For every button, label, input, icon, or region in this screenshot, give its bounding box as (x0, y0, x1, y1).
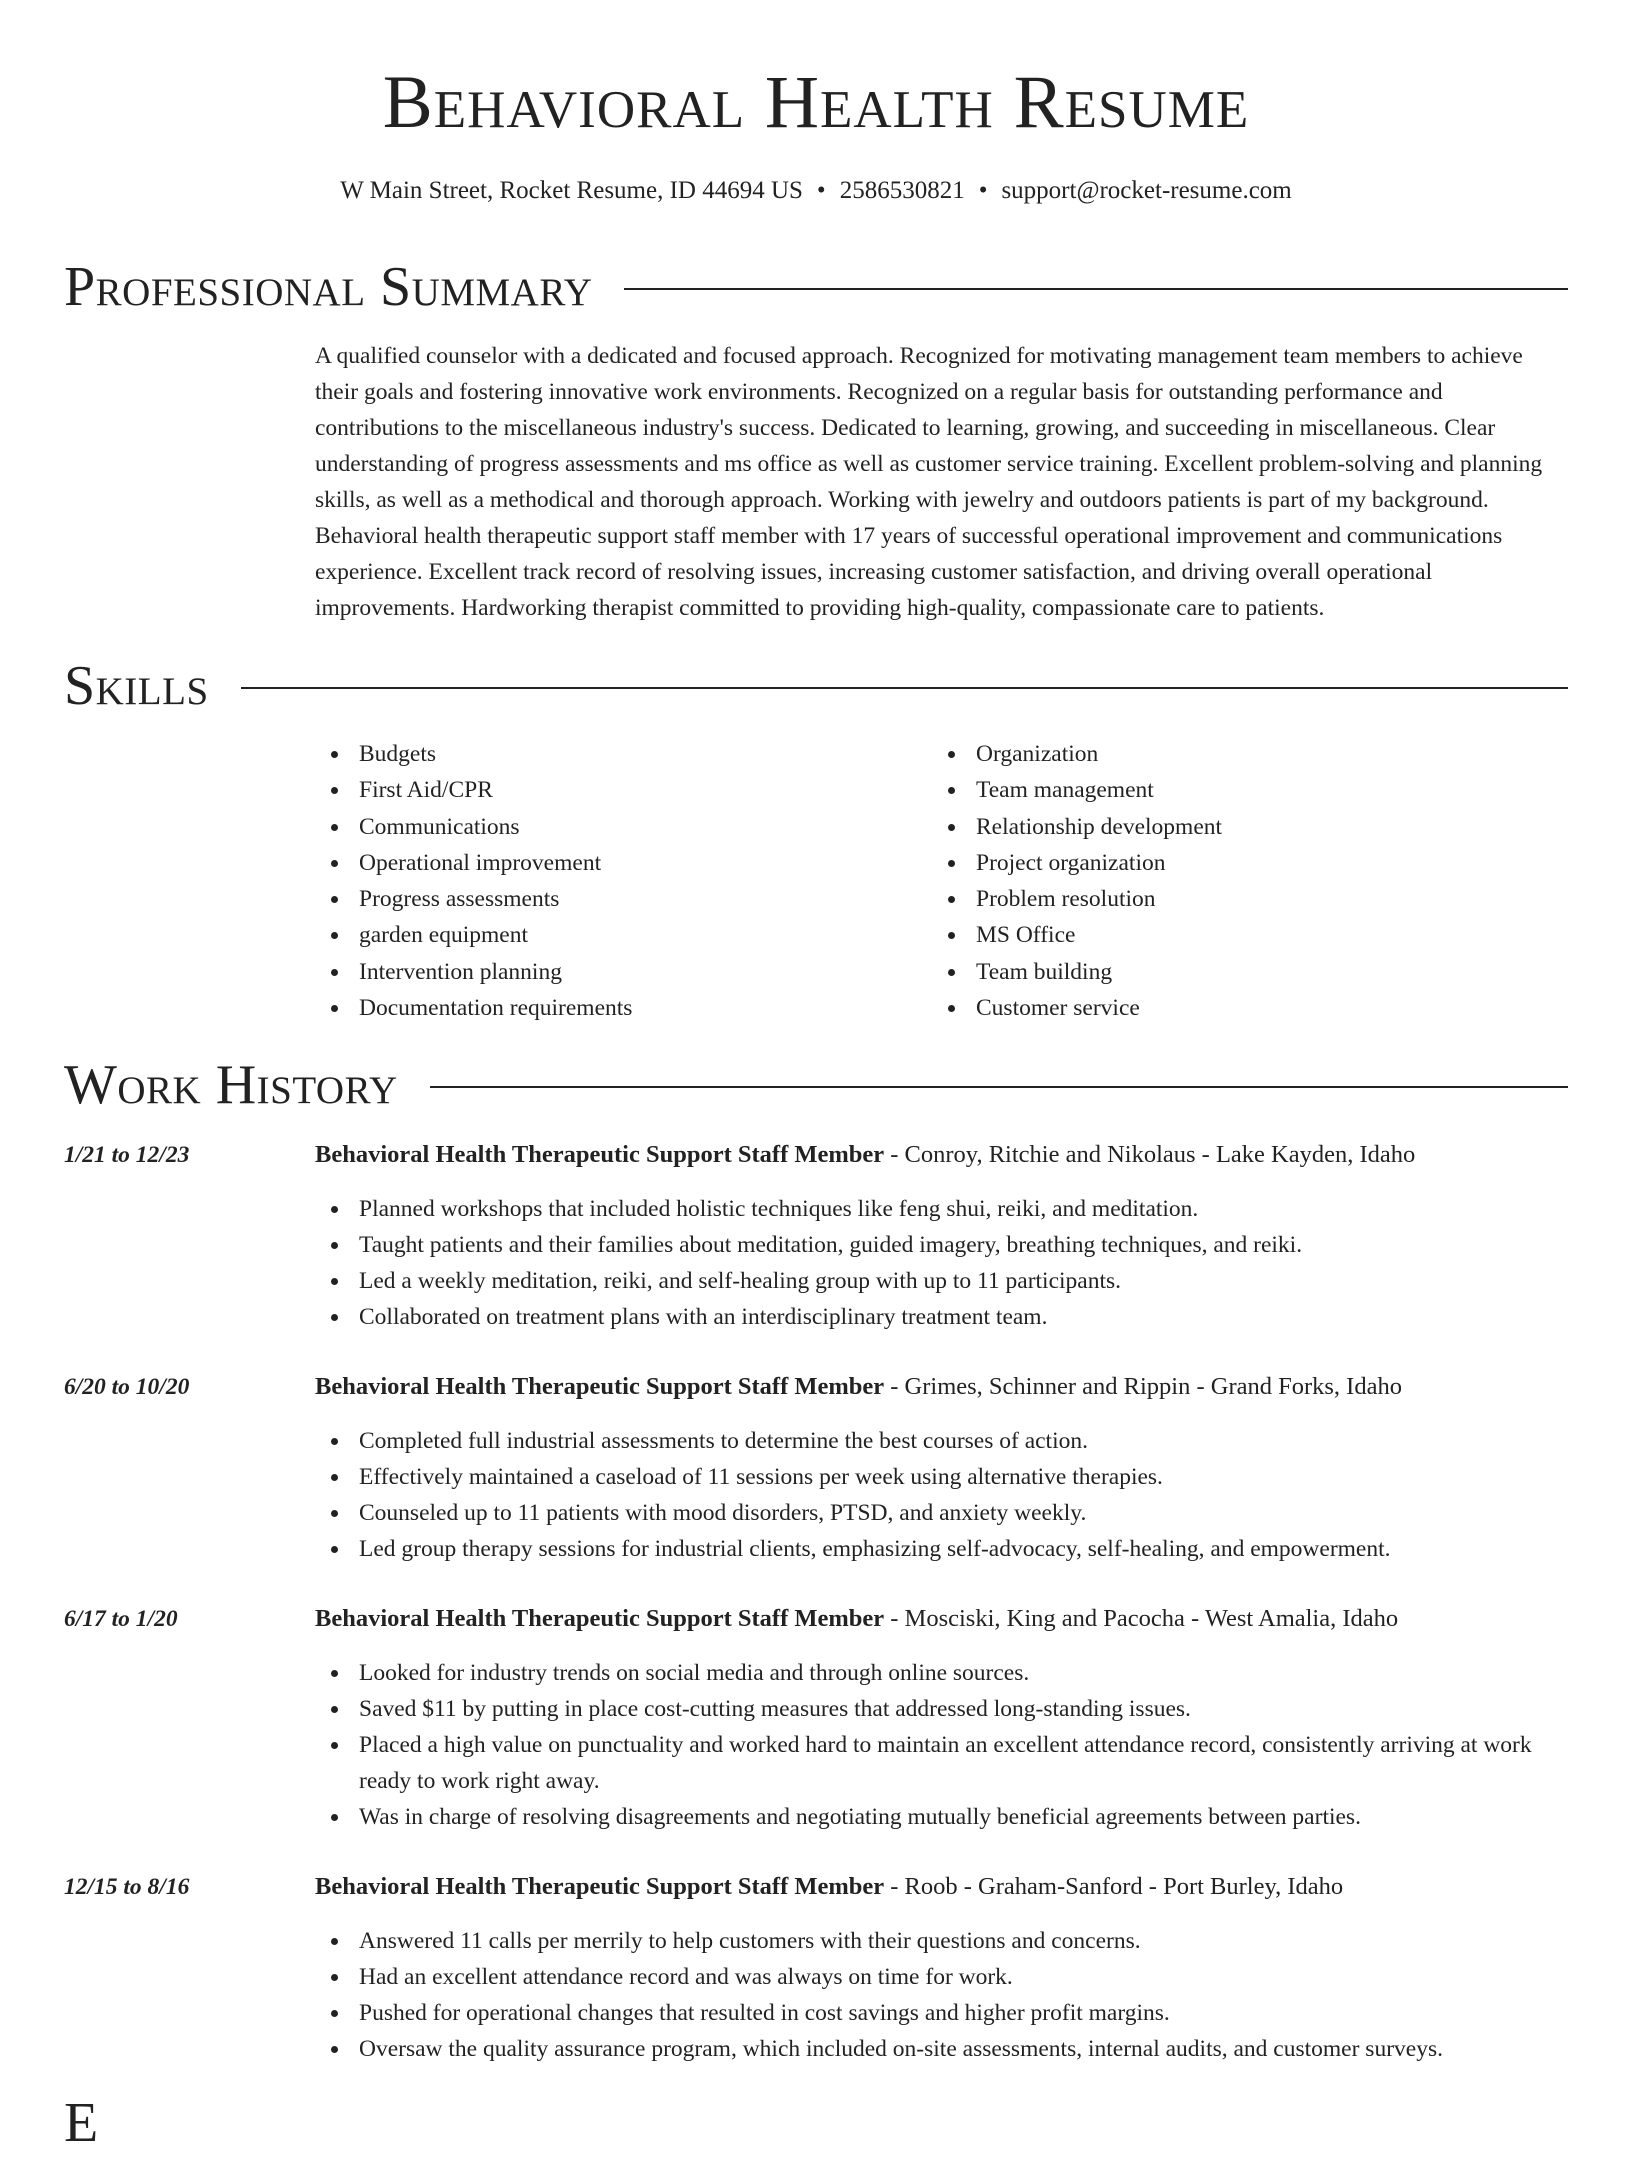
skill-item: Customer service (932, 990, 1222, 1026)
skill-item: Team building (932, 954, 1222, 990)
resume-title: Behavioral Health Resume (382, 61, 1250, 144)
job-heading (315, 1137, 1415, 1173)
job-bullet: Taught patients and their families about meditation, guided imagery, breathing techniques, and reiki. (315, 1227, 1568, 1263)
skill-item: First Aid/CPR (315, 772, 632, 808)
job-employer-location: - Mosciski, King and Pacocha - West Amalia, Idaho (884, 1605, 1399, 1632)
summary-text: A qualified counselor with a dedicated and focused approach. Recognized for motivating management team members to achieve their goals and fostering innovative work environments. Recognized on a regular basis for outstanding performance and contributions to the miscellaneous industry's success. Dedicated to learning, growing, and succeeding in miscellaneous. Clear understanding of progress assessments and ms office as well as customer service training. Excellent problem-solving and planning skills, as well as a methodical and thorough approach. Working with jewelry and outdoors patients is part of my background. Behavioral health therapeutic support staff member with 17 years of successful operational improvement and communications experience. Excellent track record of resolving issues, increasing customer satisfaction, and driving overall operational improvements. Hardworking therapist committed to providing high-quality, compassionate care to patients. (315, 343, 1543, 621)
job-title: Behavioral Health Therapeutic Support Staff Member (315, 1373, 885, 1400)
job-bullets (315, 1191, 1568, 1335)
skill-item: Intervention planning (315, 954, 632, 990)
contact-phone: 2586530821 (839, 177, 965, 204)
job-title: Behavioral Health Therapeutic Support Staff Member (315, 1873, 885, 1900)
work-history-section-header (64, 1050, 1568, 1120)
job-dates: 12/15 to 8/16 (64, 1874, 190, 1900)
skill-item: Documentation requirements (315, 990, 632, 1026)
next-section-heading-partial: E (64, 2092, 99, 2154)
skill-item: Organization (932, 736, 1222, 772)
skill-item: Progress assessments (315, 881, 632, 917)
skill-item: Budgets (315, 736, 632, 772)
job-heading (315, 1369, 1402, 1405)
job-bullet: Completed full industrial assessments to determine the best courses of action. (315, 1423, 1568, 1459)
job-bullets (315, 1423, 1568, 1567)
job-employer-location: - Roob - Graham-Sanford - Port Burley, Idaho (884, 1873, 1344, 1900)
skill-item: MS Office (932, 917, 1222, 953)
skills-heading: Skills (64, 655, 209, 717)
job-bullet: Pushed for operational changes that resulted in cost savings and higher profit margins. (315, 1995, 1568, 2031)
section-divider (430, 1086, 1568, 1088)
skill-item: Relationship development (932, 809, 1222, 845)
skills-list-right (932, 736, 1222, 1026)
contact-separator: • (816, 177, 826, 204)
skills-section-header (64, 651, 1568, 721)
job-dates: 6/20 to 10/20 (64, 1374, 190, 1400)
contact-email: support@rocket-resume.com (1001, 177, 1292, 204)
contact-address: W Main Street, Rocket Resume, ID 44694 US (340, 177, 803, 204)
summary-section-header (64, 252, 1568, 322)
job-heading (315, 1601, 1398, 1637)
summary-heading: Professional Summary (64, 256, 593, 318)
job-title: Behavioral Health Therapeutic Support Staff Member (315, 1141, 885, 1168)
skill-item: garden equipment (315, 917, 632, 953)
job-bullet: Oversaw the quality assurance program, which included on-site assessments, internal audits, and customer surveys. (315, 2031, 1568, 2067)
job-bullet: Had an excellent attendance record and was always on time for work. (315, 1959, 1568, 1995)
job-bullets (315, 1655, 1568, 1835)
section-divider (624, 288, 1568, 290)
section-divider (241, 687, 1568, 689)
job-bullet: Answered 11 calls per merrily to help customers with their questions and concerns. (315, 1923, 1568, 1959)
skill-item: Operational improvement (315, 845, 632, 881)
job-bullet: Planned workshops that included holistic techniques like feng shui, reiki, and meditation. (315, 1191, 1568, 1227)
contact-separator: • (978, 177, 988, 204)
skills-list-left (315, 736, 632, 1026)
job-heading (315, 1869, 1343, 1905)
job-dates: 1/21 to 12/23 (64, 1142, 190, 1168)
job-employer-location: - Conroy, Ritchie and Nikolaus - Lake Kayden, Idaho (884, 1141, 1416, 1168)
skill-item: Project organization (932, 845, 1222, 881)
job-bullets (315, 1923, 1568, 2067)
job-bullet: Effectively maintained a caseload of 11 sessions per week using alternative therapies. (315, 1459, 1568, 1495)
job-bullet: Collaborated on treatment plans with an interdisciplinary treatment team. (315, 1299, 1568, 1335)
skill-item: Team management (932, 772, 1222, 808)
contact-line (0, 174, 1632, 208)
job-bullet: Led group therapy sessions for industrial clients, emphasizing self-advocacy, self-healing, and empowerment. (315, 1531, 1568, 1567)
job-employer-location: - Grimes, Schinner and Rippin - Grand Forks, Idaho (884, 1373, 1402, 1400)
job-bullet: Looked for industry trends on social media and through online sources. (315, 1655, 1568, 1691)
job-bullet: Counseled up to 11 patients with mood disorders, PTSD, and anxiety weekly. (315, 1495, 1568, 1531)
job-bullet: Saved $11 by putting in place cost-cutting measures that addressed long-standing issues. (315, 1691, 1568, 1727)
skill-item: Communications (315, 809, 632, 845)
job-bullet: Was in charge of resolving disagreements and negotiating mutually beneficial agreements between parties. (315, 1799, 1568, 1835)
job-dates: 6/17 to 1/20 (64, 1606, 178, 1632)
work-history-heading: Work History (64, 1054, 398, 1116)
job-bullet: Led a weekly meditation, reiki, and self-healing group with up to 11 participants. (315, 1263, 1568, 1299)
job-bullet: Placed a high value on punctuality and worked hard to maintain an excellent attendance record, consistently arriving at work ready to work right away. (315, 1727, 1568, 1799)
skill-item: Problem resolution (932, 881, 1222, 917)
job-title: Behavioral Health Therapeutic Support Staff Member (315, 1605, 885, 1632)
